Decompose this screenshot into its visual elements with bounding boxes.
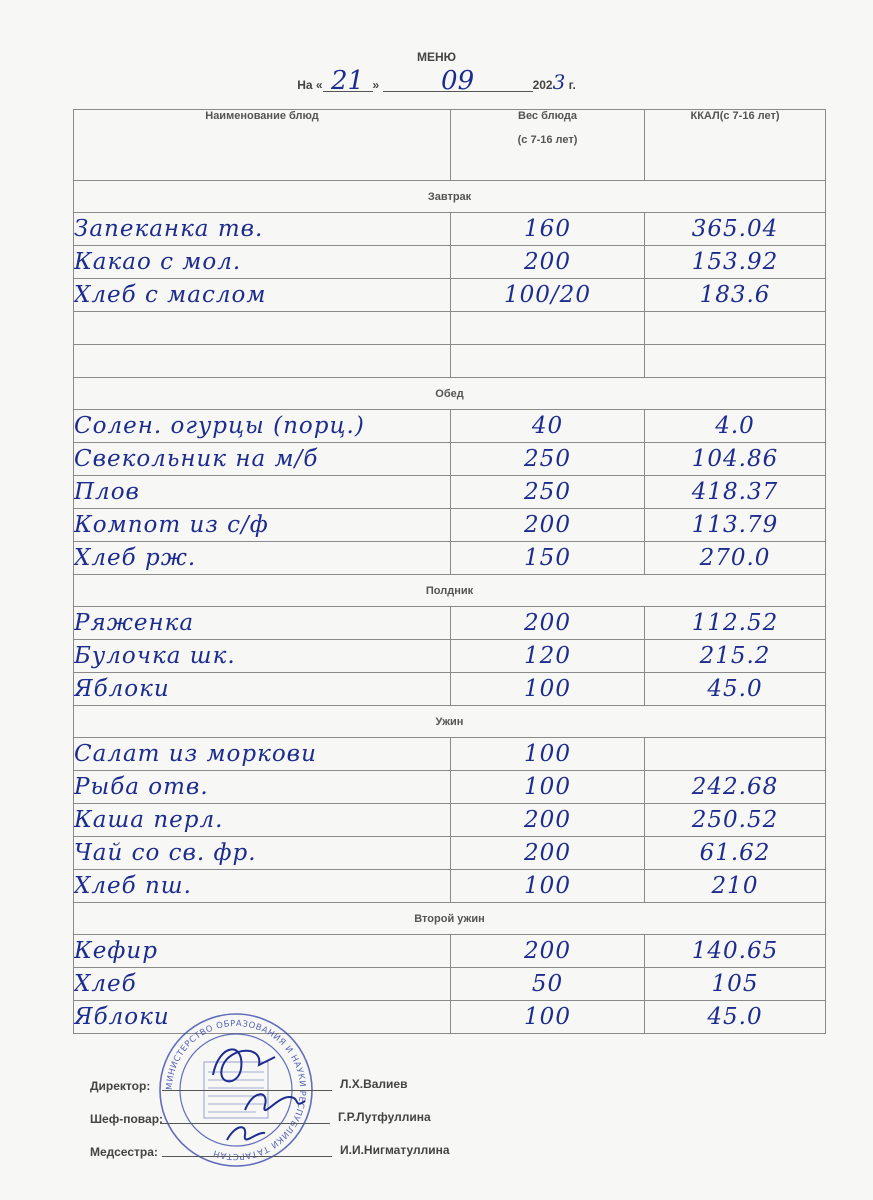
signature-scribbles — [205, 1035, 315, 1150]
signature-name: Г.Р.Лутфуллина — [338, 1110, 431, 1124]
column-header-name: Наименование блюд — [74, 110, 451, 181]
section-row — [74, 575, 826, 607]
dish-weight: 200 — [451, 804, 645, 837]
section-row — [74, 378, 826, 410]
dish-kcal: 140.65 — [645, 935, 826, 968]
year-suffix: г. — [565, 78, 576, 92]
section-title: Завтрак — [74, 181, 826, 213]
dish-kcal: 153.92 — [645, 246, 826, 279]
dish-weight: 100 — [451, 738, 645, 771]
dish-kcal: 112.52 — [645, 607, 826, 640]
dish-weight: 100/20 — [451, 279, 645, 312]
dish-kcal: 250.52 — [645, 804, 826, 837]
table-header-row — [74, 110, 826, 181]
dish-kcal: 113.79 — [645, 509, 826, 542]
table-row — [74, 738, 826, 771]
year-prefix: 202 — [532, 78, 553, 92]
dish-kcal: 365.04 — [645, 213, 826, 246]
dish-name: Хлеб рж. — [74, 542, 451, 575]
dish-weight: 200 — [451, 246, 645, 279]
table-row — [74, 246, 826, 279]
dish-name: Булочка шк. — [74, 640, 451, 673]
dish-name: Запеканка тв. — [74, 213, 451, 246]
signature-role: Шеф-повар: — [90, 1112, 164, 1126]
section-title: Полдник — [74, 575, 826, 607]
dish-weight: 100 — [451, 771, 645, 804]
dish-kcal: 104.86 — [645, 443, 826, 476]
dish-name: Хлеб с маслом — [74, 279, 451, 312]
signature-name: И.И.Нигматуллина — [340, 1143, 450, 1157]
year-digit: 3 — [552, 70, 566, 94]
dish-name: Кефир — [74, 935, 451, 968]
dish-weight: 100 — [451, 673, 645, 706]
menu-body — [74, 181, 826, 1034]
table-row — [74, 443, 826, 476]
dish-kcal: 418.37 — [645, 476, 826, 509]
dish-name: Свекольник на м/б — [74, 443, 451, 476]
dish-kcal: 4.0 — [645, 410, 826, 443]
table-row — [74, 968, 826, 1001]
section-row — [74, 181, 826, 213]
signature-name: Л.Х.Валиев — [340, 1077, 408, 1091]
table-row — [74, 279, 826, 312]
dish-weight: 50 — [451, 968, 645, 1001]
table-row — [74, 213, 826, 246]
menu-title: МЕНЮ — [416, 50, 457, 64]
dish-kcal: 242.68 — [645, 771, 826, 804]
dish-kcal: 45.0 — [645, 673, 826, 706]
section-row — [74, 706, 826, 738]
dish-name: Каша перл. — [74, 804, 451, 837]
signature-row — [90, 1060, 408, 1093]
dish-name — [74, 312, 451, 345]
table-row — [74, 837, 826, 870]
dish-kcal: 210 — [645, 870, 826, 903]
dish-weight — [451, 312, 645, 345]
dish-kcal: 183.6 — [645, 279, 826, 312]
column-header-weight-label: Вес блюда — [518, 110, 577, 122]
dish-name: Солен. огурцы (порц.) — [74, 410, 451, 443]
dish-kcal: 105 — [645, 968, 826, 1001]
table-row — [74, 870, 826, 903]
table-row — [74, 345, 826, 378]
table-row — [74, 476, 826, 509]
dish-weight: 250 — [451, 476, 645, 509]
dish-weight: 150 — [451, 542, 645, 575]
dish-weight: 200 — [451, 837, 645, 870]
dish-name: Хлеб пш. — [74, 870, 451, 903]
signature-line — [162, 1076, 332, 1091]
dish-name: Ряженка — [74, 607, 451, 640]
column-header-weight-sub: (с 7-16 лет) — [517, 134, 578, 146]
dish-name: Хлеб — [74, 968, 451, 1001]
date-day: 21 — [323, 71, 373, 92]
column-header-weight — [451, 110, 645, 181]
dish-weight: 200 — [451, 509, 645, 542]
dish-weight: 100 — [451, 1001, 645, 1034]
table-row — [74, 673, 826, 706]
table-row — [74, 509, 826, 542]
dish-name: Яблоки — [74, 1001, 451, 1034]
signature-row — [90, 1126, 450, 1159]
menu-table — [73, 109, 826, 1034]
table-row — [74, 410, 826, 443]
signature-role: Медсестра: — [90, 1145, 158, 1159]
dish-kcal — [645, 312, 826, 345]
dish-name — [74, 345, 451, 378]
section-row — [74, 903, 826, 935]
date-month: 09 — [383, 71, 533, 92]
signature-row — [90, 1093, 431, 1126]
dish-name: Компот из с/ф — [74, 509, 451, 542]
dish-name: Яблоки — [74, 673, 451, 706]
dish-weight: 40 — [451, 410, 645, 443]
table-row — [74, 312, 826, 345]
date-prefix: На « — [297, 78, 323, 92]
column-header-kcal: ККАЛ(с 7-16 лет) — [645, 110, 826, 181]
dish-name: Рыба отв. — [74, 771, 451, 804]
dish-name: Чай со св. фр. — [74, 837, 451, 870]
table-row — [74, 607, 826, 640]
signature-role: Директор: — [90, 1079, 151, 1093]
dish-kcal: 215.2 — [645, 640, 826, 673]
table-row — [74, 771, 826, 804]
dish-kcal — [645, 738, 826, 771]
dish-weight: 200 — [451, 935, 645, 968]
dish-weight: 200 — [451, 607, 645, 640]
dish-kcal: 270.0 — [645, 542, 826, 575]
table-row — [74, 640, 826, 673]
signature-line — [160, 1109, 330, 1124]
date-separator: » — [372, 78, 380, 92]
dish-weight: 100 — [451, 870, 645, 903]
table-row — [74, 804, 826, 837]
menu-date — [0, 66, 873, 96]
signature-line — [162, 1142, 332, 1157]
dish-name: Плов — [74, 476, 451, 509]
dish-weight: 160 — [451, 213, 645, 246]
dish-name: Какао с мол. — [74, 246, 451, 279]
dish-weight: 250 — [451, 443, 645, 476]
dish-weight: 120 — [451, 640, 645, 673]
dish-kcal — [645, 345, 826, 378]
dish-kcal: 61.62 — [645, 837, 826, 870]
section-title: Обед — [74, 378, 826, 410]
dish-kcal: 45.0 — [645, 1001, 826, 1034]
table-row — [74, 542, 826, 575]
dish-weight — [451, 345, 645, 378]
dish-name: Салат из моркови — [74, 738, 451, 771]
section-title: Ужин — [74, 706, 826, 738]
table-row — [74, 935, 826, 968]
section-title: Второй ужин — [74, 903, 826, 935]
svg-text:МИНИСТЕРСТВО ОБРАЗОВАНИЯ И НАУ: МИНИСТЕРСТВО ОБРАЗОВАНИЯ И НАУКИ РЕСПУБЛИКИ ТАТАРСТАН — [164, 1018, 308, 1162]
